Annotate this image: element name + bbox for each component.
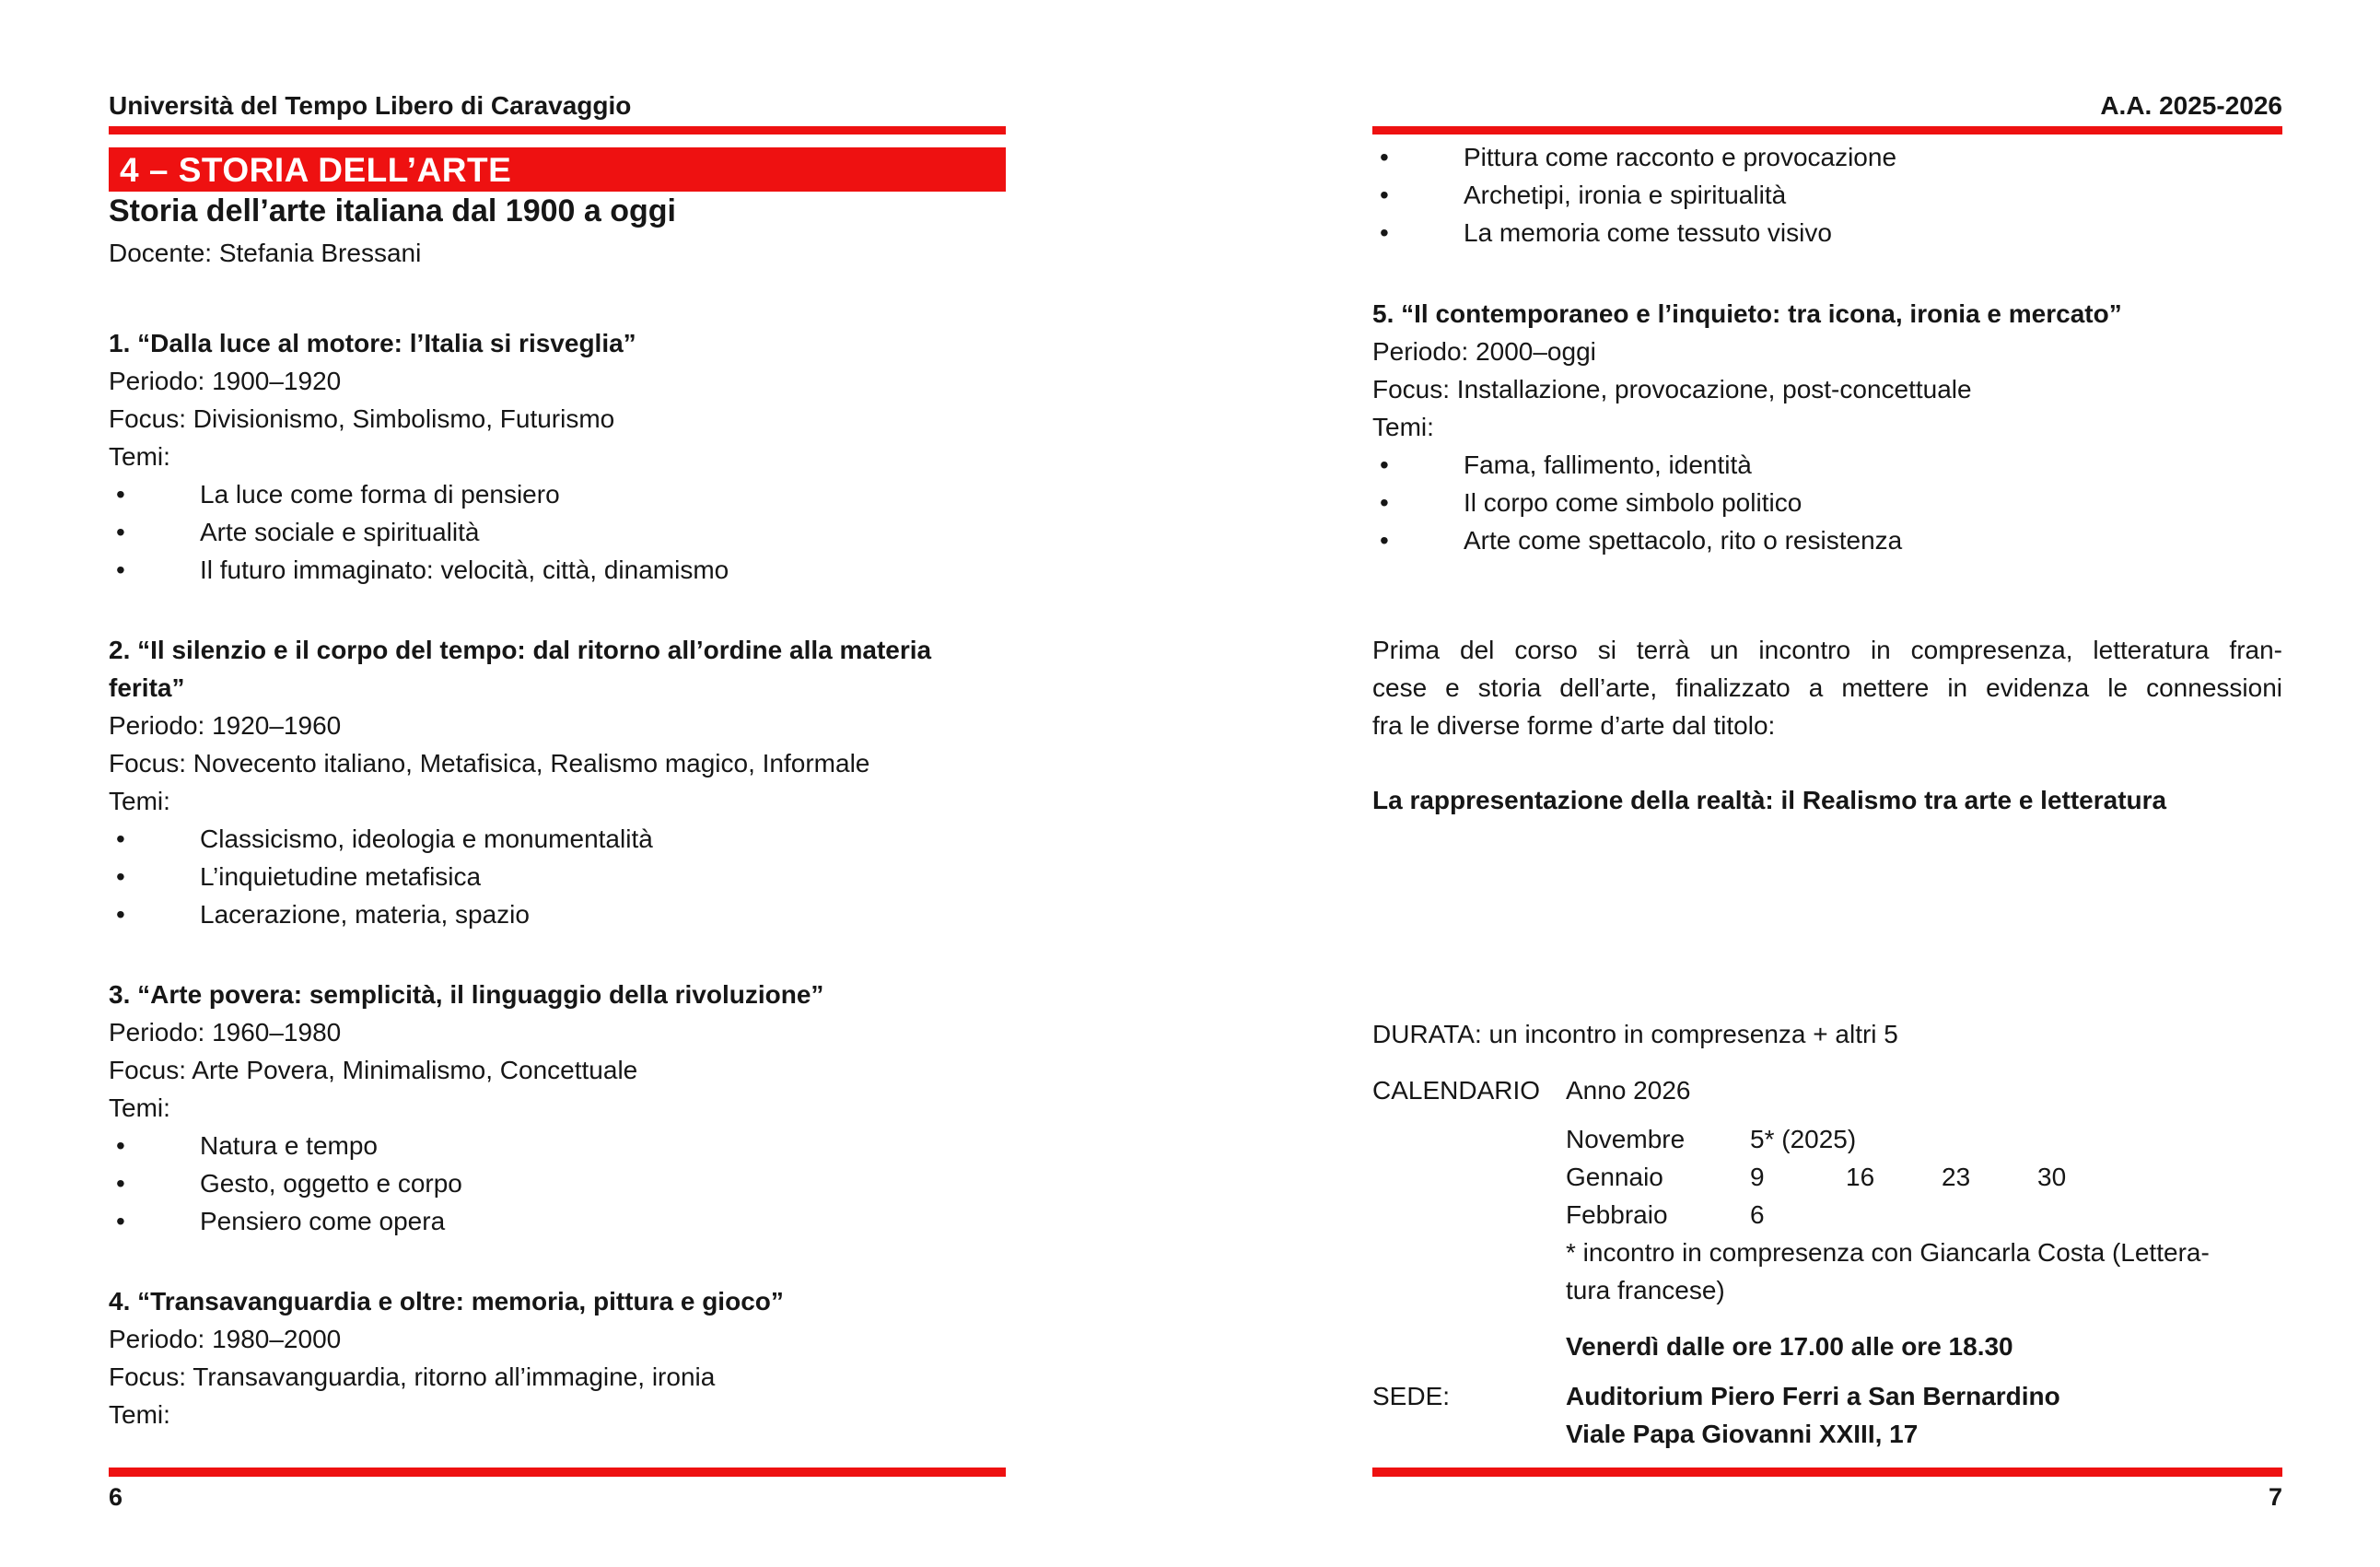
periodo-line: Periodo: 1920–1960	[109, 711, 342, 740]
calendar-row	[1566, 1120, 2282, 1158]
course-section-1	[109, 324, 1006, 589]
bullet-text: Natura e tempo	[200, 1131, 378, 1160]
calendar-month: Febbraio	[1566, 1200, 1668, 1229]
focus-line: Focus: Novecento italiano, Metafisica, Realismo magico, Informale	[109, 749, 870, 778]
periodo-line: Periodo: 1980–2000	[109, 1325, 342, 1353]
intro-line: fra le diverse forme d’arte dal titolo:	[1372, 711, 1776, 740]
calendar-row	[1566, 1158, 2282, 1196]
calendario-label: CALENDARIO	[1372, 1076, 1541, 1105]
calendar-day	[2037, 1120, 2133, 1158]
joint-course-title: La rappresentazione della realtà: il Realismo tra arte e letteratura	[1372, 786, 2167, 814]
calendar-day	[1846, 1196, 1942, 1234]
section-heading: 4. “Transavanguardia e oltre: memoria, pittura e gioco”	[109, 1287, 784, 1316]
calendar-day	[1846, 1120, 1942, 1158]
list-item	[109, 1164, 1006, 1202]
temi-list	[1372, 446, 2282, 559]
sede-label: SEDE:	[1372, 1382, 1451, 1410]
calendar-day	[1942, 1120, 2037, 1158]
list-item	[109, 475, 1006, 513]
bullet-text: Arte come spettacolo, rito o resistenza	[1464, 526, 1903, 555]
calendar-table	[1566, 1120, 2282, 1309]
section-heading: 5. “Il contemporaneo e l’inquieto: tra icona, ironia e mercato”	[1372, 299, 2122, 328]
list-item	[109, 1202, 1006, 1240]
section-heading: 1. “Dalla luce al motore: l’Italia si risveglia”	[109, 329, 636, 357]
temi-list	[109, 820, 1006, 933]
sede-line: Auditorium Piero Ferri a San Bernardino	[1566, 1382, 2060, 1410]
calendar-month: Gennaio	[1566, 1163, 1663, 1191]
temi-label: Temi:	[109, 442, 170, 471]
sede-block	[1372, 1377, 2282, 1453]
bullet-icon: •	[1380, 450, 1389, 479]
focus-line: Focus: Installazione, provocazione, post-concettuale	[1372, 375, 1972, 403]
course-title: Storia dell’arte italiana dal 1900 a oggi	[109, 193, 677, 228]
focus-line: Focus: Transavanguardia, ritorno all’immagine, ironia	[109, 1362, 716, 1391]
calendar-day: 5* (2025)	[1750, 1125, 1857, 1153]
course-section-3	[109, 976, 1006, 1240]
temi-list	[109, 1127, 1006, 1240]
bullet-icon: •	[116, 1207, 125, 1235]
bullet-text: Il corpo come simbolo politico	[1464, 488, 1802, 517]
calendar-note: tura francese)	[1566, 1276, 1725, 1304]
periodo-line: Periodo: 2000–oggi	[1372, 337, 1596, 366]
periodo-line: Periodo: 1900–1920	[109, 367, 342, 395]
schedule-line: Venerdì dalle ore 17.00 alle ore 18.30	[1566, 1332, 2013, 1361]
intro-line: cese e storia dell’arte, finalizzato a mettere in evidenza le connessioni	[1372, 673, 2282, 702]
bullet-icon: •	[1380, 143, 1389, 171]
temi-label: Temi:	[109, 787, 170, 815]
bullet-icon: •	[116, 824, 125, 853]
academic-year-header: A.A. 2025-2026	[2100, 91, 2282, 120]
section-banner: 4 – STORIA DELL’ARTE	[109, 147, 1006, 192]
bullet-icon: •	[116, 555, 125, 584]
sede-address	[1566, 1377, 2060, 1453]
bullet-text: Gesto, oggetto e corpo	[200, 1169, 462, 1198]
page-7	[1190, 0, 2380, 1567]
calendar-day: 23	[1942, 1163, 1971, 1191]
bullet-icon: •	[116, 862, 125, 891]
bullet-icon: •	[116, 1131, 125, 1160]
bullet-text: Il futuro immaginato: velocità, città, dinamismo	[200, 555, 729, 584]
intro-line: Prima del corso si terrà un incontro in compresenza, letteratura fran-	[1372, 636, 2282, 664]
list-item	[109, 858, 1006, 895]
durata-line: DURATA: un incontro in compresenza + altri 5	[1372, 1020, 1898, 1048]
institution-header: Università del Tempo Libero di Caravaggio	[109, 91, 632, 120]
calendar-day: 30	[2037, 1163, 2067, 1191]
calendar-month: Novembre	[1566, 1125, 1686, 1153]
bullet-text: L’inquietudine metafisica	[200, 862, 482, 891]
bullet-text: Classicismo, ideologia e monumentalità	[200, 824, 653, 853]
bullet-text: Pittura come racconto e provocazione	[1464, 143, 1897, 171]
bullet-text: La luce come forma di pensiero	[200, 480, 560, 509]
page-number: 6	[109, 1483, 123, 1511]
bullet-icon: •	[1380, 526, 1389, 555]
list-item	[109, 1127, 1006, 1164]
header-rule	[1372, 126, 2282, 134]
bullet-icon: •	[116, 480, 125, 509]
list-item	[109, 551, 1006, 589]
list-item	[1372, 446, 2282, 484]
bullet-text: La memoria come tessuto visivo	[1464, 218, 1832, 247]
temi-list	[109, 475, 1006, 589]
calendar-day	[1942, 1196, 2037, 1234]
list-item	[109, 820, 1006, 858]
focus-line: Focus: Divisionismo, Simbolismo, Futurismo	[109, 404, 615, 433]
list-item	[1372, 138, 2282, 176]
bullet-icon: •	[116, 1169, 125, 1198]
bullet-icon: •	[116, 518, 125, 546]
list-item	[109, 513, 1006, 551]
list-item	[1372, 214, 2282, 251]
section-heading: 2. “Il silenzio e il corpo del tempo: dal ritorno all’ordine alla materia ferita”	[109, 636, 932, 702]
list-item	[1372, 484, 2282, 521]
bullet-text: Fama, fallimento, identità	[1464, 450, 1752, 479]
periodo-line: Periodo: 1960–1980	[109, 1018, 342, 1047]
sede-line: Viale Papa Giovanni XXIII, 17	[1566, 1420, 1919, 1448]
header-rule	[109, 126, 1006, 134]
calendar-day: 9	[1750, 1163, 1765, 1191]
bullet-text: Pensiero come opera	[200, 1207, 446, 1235]
calendar-day: 6	[1750, 1200, 1765, 1229]
course-section-2	[109, 631, 1006, 933]
temi-label: Temi:	[109, 1400, 170, 1429]
course-section-5	[1372, 295, 2282, 559]
section-heading: 3. “Arte povera: semplicità, il linguaggio della rivoluzione”	[109, 980, 824, 1009]
bullet-text: Arte sociale e spiritualità	[200, 518, 480, 546]
bullet-text: Lacerazione, materia, spazio	[200, 900, 530, 929]
calendar-day	[2037, 1196, 2133, 1234]
list-item	[1372, 176, 2282, 214]
page-number: 7	[2268, 1483, 2282, 1511]
bullet-icon: •	[1380, 218, 1389, 247]
calendar-row	[1566, 1196, 2282, 1234]
focus-line: Focus: Arte Povera, Minimalismo, Concettuale	[109, 1056, 638, 1084]
docente-line: Docente: Stefania Bressani	[109, 239, 422, 267]
bullet-icon: •	[116, 900, 125, 929]
temi-label: Temi:	[109, 1093, 170, 1122]
bullet-icon: •	[1380, 181, 1389, 209]
course-sections	[109, 324, 1006, 1433]
bullet-icon: •	[1380, 488, 1389, 517]
calendario-row	[1372, 1071, 2282, 1109]
list-item	[109, 895, 1006, 933]
list-item	[1372, 521, 2282, 559]
intro-paragraph	[1372, 631, 2282, 744]
bullet-text: Archetipi, ironia e spiritualità	[1464, 181, 1787, 209]
temi-label: Temi:	[1372, 413, 1434, 441]
footer-rule	[1372, 1468, 2282, 1477]
calendar-note: * incontro in compresenza con Giancarla Costa (Lettera-	[1566, 1238, 2210, 1267]
continued-temi-list	[1372, 138, 2282, 251]
calendar-day: 16	[1846, 1163, 1875, 1191]
course-section-4	[109, 1282, 1006, 1433]
calendario-year: Anno 2026	[1566, 1076, 1691, 1105]
footer-rule	[109, 1468, 1006, 1477]
